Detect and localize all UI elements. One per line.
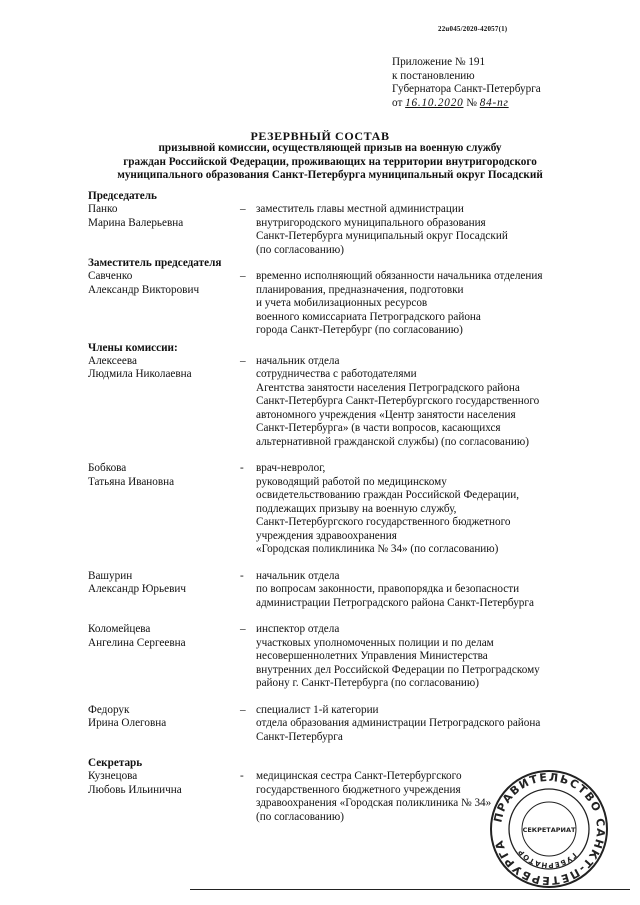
member-entry [88, 704, 608, 745]
position-line: начальник отдела [256, 354, 340, 367]
member-entry [88, 462, 608, 557]
appendix-date-row [392, 97, 541, 111]
member-position [256, 462, 608, 557]
position-line: Санкт-Петербурга» (в части вопросов, касающихся [256, 422, 501, 434]
appendix-number: Приложение № 191 [392, 56, 486, 68]
section-members-heading: Члены комиссии: [88, 341, 178, 354]
member-name [88, 355, 238, 382]
document-id: 22u045/2020-42057(1) [438, 25, 508, 33]
position-line: заместитель главы местной администрации [256, 203, 464, 215]
commission-roster [88, 190, 608, 824]
dash: – [240, 354, 246, 367]
stamp-outer-text: ПРАВИТЕЛЬСТВО САНКТ-ПЕТЕРБУРГА [491, 770, 608, 888]
document-subtitle [70, 142, 590, 183]
member-name [88, 570, 238, 597]
dash: - [240, 462, 244, 474]
position-line: участковых уполномоченных полиции и по делам [256, 636, 494, 649]
stamp-inner-text: ГУБЕРНАТОР [516, 847, 578, 870]
position-line: инспектор отдела [256, 623, 340, 635]
position-line: внутренних дел Российской Федерации по Петроградскому [256, 663, 540, 676]
member-given-name: Людмила Николаевна [88, 368, 192, 380]
member-given-name: Любовь Ильинична [88, 783, 182, 796]
member-entry [88, 355, 608, 450]
member-name [88, 203, 238, 230]
footer-rule [190, 889, 630, 890]
member-position [256, 270, 608, 338]
member-position [256, 203, 608, 257]
position-line: врач-невролог, [256, 462, 326, 474]
member-given-name: Александр Викторович [88, 283, 200, 296]
position-line: медицинская сестра Санкт-Петербургского [256, 770, 462, 782]
member-entry [88, 570, 608, 611]
dash: - [240, 770, 244, 782]
official-seal-stamp [488, 768, 610, 890]
position-line: отдела образования администрации Петроградского района [256, 717, 541, 729]
position-line: планирования, предназначения, подготовки [256, 283, 464, 296]
position-line: начальник отдела [256, 569, 340, 582]
member-position [256, 704, 608, 745]
dash: – [240, 270, 246, 282]
date-prefix: от [392, 96, 403, 109]
subtitle-line: призывной комиссии, осуществляющей призыв на военную службу [158, 142, 502, 154]
member-entry [88, 623, 608, 691]
dash: – [240, 623, 246, 635]
position-line: по вопросам законности, правопорядка и безопасности [256, 583, 520, 595]
position-line: специалист 1-й категории [256, 703, 379, 716]
member-given-name: Ирина Олеговна [88, 717, 167, 729]
stamp-center-text: СЕКРЕТАРИАТ [522, 826, 576, 834]
decree-date: 16.10.2020 [405, 96, 464, 109]
member-given-name: Ангелина Сергеевна [88, 636, 186, 649]
appendix-governor: Губернатора Санкт-Петербурга [392, 83, 541, 95]
position-line: освидетельствованию граждан Российской Федерации, [256, 489, 520, 501]
section-secretary-heading: Секретарь [88, 757, 143, 769]
section-deputy-heading: Заместитель председателя [88, 257, 222, 269]
position-line: (по согласованию) [256, 810, 344, 823]
section-chairman-heading: Председатель [88, 190, 157, 202]
position-line: несовершеннолетних Управления Министерства [256, 650, 488, 662]
member-surname: Алексеева [88, 354, 137, 367]
member-surname: Вашурин [88, 569, 133, 582]
dash: – [240, 203, 246, 215]
decree-number: 84-пг [479, 96, 509, 109]
position-line: города Санкт-Петербург (по согласованию) [256, 324, 463, 336]
position-line: внутригородского муниципального образования [256, 216, 486, 229]
dash: – [240, 703, 246, 716]
position-line: альтернативной гражданской службы) (по согласованию) [256, 435, 529, 448]
member-name [88, 623, 238, 650]
member-entry [88, 203, 608, 257]
member-name [88, 770, 238, 797]
position-line: руководящий работой по медицинскому [256, 475, 447, 488]
position-line: «Городская поликлиника № 34» (по согласованию) [256, 543, 499, 555]
number-sign: № [466, 96, 477, 109]
position-line: (по согласованию) [256, 243, 344, 256]
member-surname: Панко [88, 203, 118, 215]
position-line: учреждения здравоохранения [256, 529, 397, 542]
position-line: здравоохранения «Городская поликлиника № 34» [256, 797, 492, 809]
member-given-name: Марина Валерьевна [88, 216, 184, 229]
member-position [256, 570, 608, 611]
member-surname: Федорук [88, 703, 130, 716]
member-entry [88, 270, 608, 338]
appendix-block [392, 56, 541, 110]
position-line: временно исполняющий обязанности начальника отделения [256, 270, 543, 282]
subtitle-line: муниципального образования Санкт-Петербурга муниципальный округ Посадский [117, 169, 543, 181]
member-surname: Савченко [88, 270, 133, 282]
document-title: РЕЗЕРВНЫЙ СОСТАВ [250, 129, 390, 143]
position-line: Санкт-Петербурга Санкт-Петербургского государственного [256, 395, 540, 407]
position-line: подлежащих призыву на военную службу, [256, 502, 457, 515]
position-line: военного комиссариата Петроградского района [256, 310, 481, 323]
position-line: Санкт-Петербурга муниципальный округ Посадский [256, 230, 508, 242]
position-line: автономного учреждения «Центр занятости населения [256, 408, 516, 421]
member-name [88, 270, 238, 297]
position-line: сотрудничества с работодателями [256, 368, 417, 380]
member-name [88, 462, 238, 489]
subtitle-line: граждан Российской Федерации, проживающих на территории внутригородского [123, 155, 537, 168]
dash: - [240, 569, 244, 582]
member-name [88, 704, 238, 731]
member-surname: Коломейцева [88, 623, 151, 635]
member-surname: Бобкова [88, 462, 127, 474]
member-given-name: Александр Юрьевич [88, 583, 186, 595]
position-line: и учета мобилизационных ресурсов [256, 297, 428, 309]
member-given-name: Татьяна Ивановна [88, 475, 175, 488]
position-line: администрации Петроградского района Санкт-Петербурга [256, 596, 534, 609]
appendix-to-decree: к постановлению [392, 69, 475, 82]
position-line: району г. Санкт-Петербурга (по согласованию) [256, 677, 479, 689]
position-line: Санкт-Петербурга [256, 730, 343, 743]
position-line: Агентства занятости населения Петроградского района [256, 381, 520, 394]
member-position [256, 623, 608, 691]
member-surname: Кузнецова [88, 770, 138, 782]
member-position [256, 355, 608, 450]
position-line: Санкт-Петербургского государственного бюджетного [256, 516, 511, 528]
position-line: государственного бюджетного учреждения [256, 783, 461, 796]
